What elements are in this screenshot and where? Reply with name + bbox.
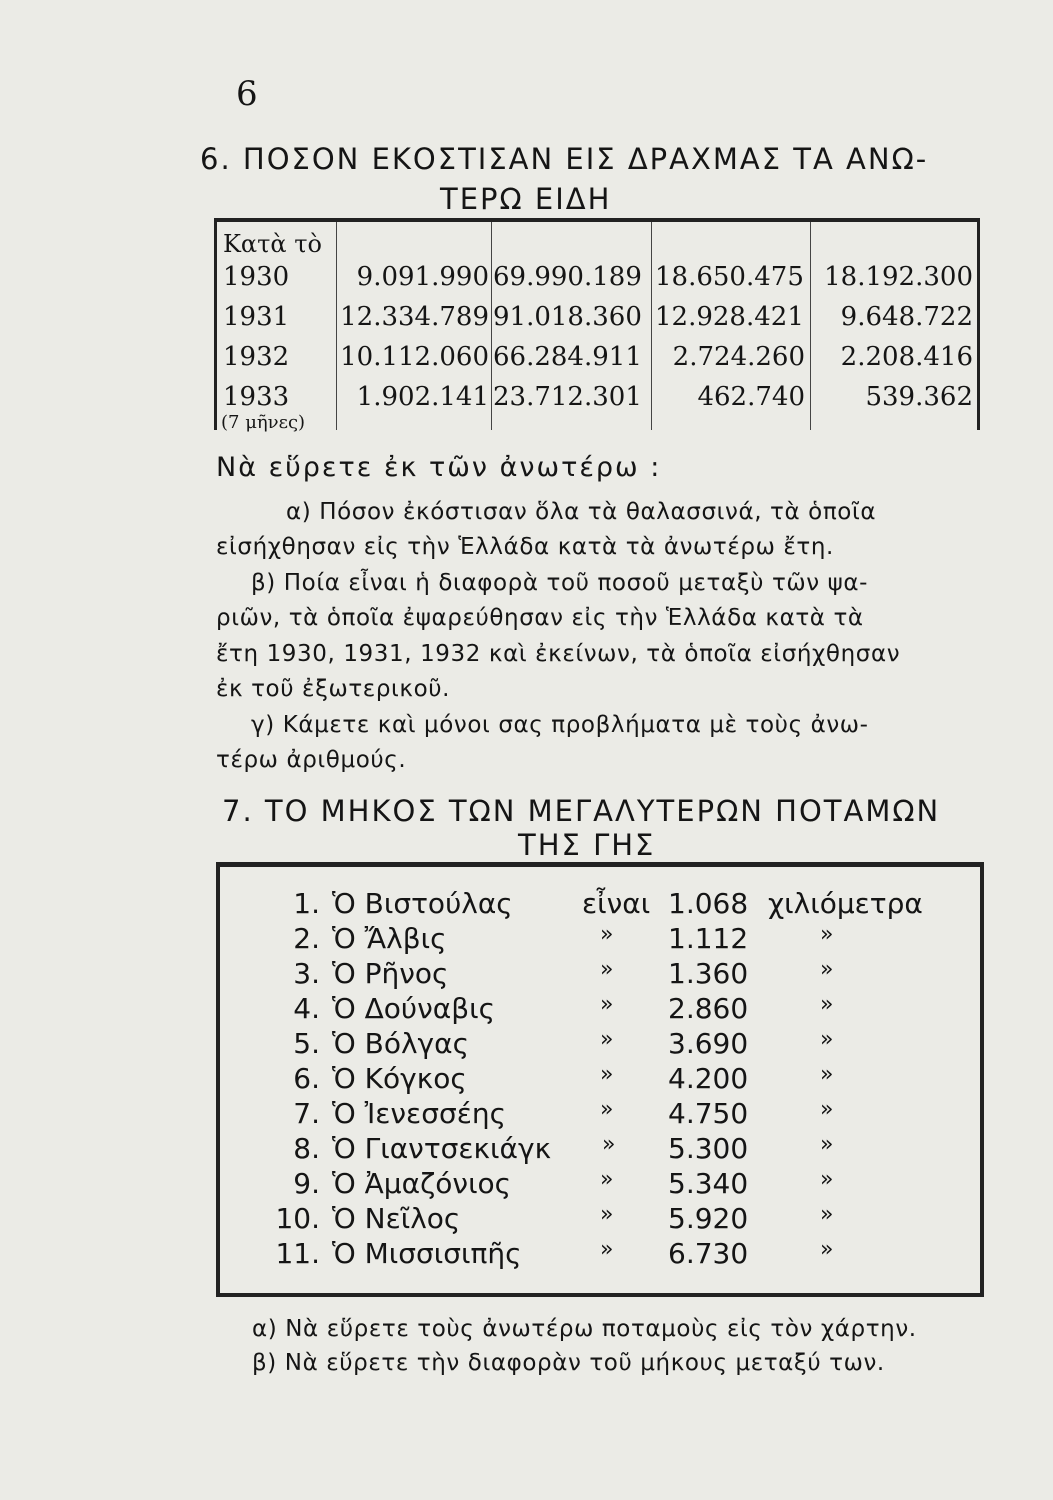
value-cell: 1.902.141 — [356, 382, 489, 412]
year-cell: 1931 — [223, 302, 290, 332]
page-number: 6 — [236, 74, 258, 114]
ditto-mark: » — [600, 922, 614, 947]
ditto-mark: » — [600, 1167, 614, 1192]
year-cell: 1930 — [223, 262, 290, 292]
river-index: 7. — [293, 1097, 320, 1130]
river-name: Ὁ Μισσισιπῆς — [332, 1237, 522, 1270]
river-length: 5.300 — [668, 1132, 749, 1165]
year-cell: 1932 — [223, 342, 290, 372]
river-row — [220, 1237, 970, 1272]
river-length: 4.750 — [668, 1097, 749, 1130]
value-cell: 9.091.990 — [356, 262, 489, 292]
value-cell: 66.284.911 — [493, 342, 642, 372]
value-cell: 539.362 — [865, 382, 973, 412]
value-cell: 12.334.789 — [340, 302, 489, 332]
river-index: 1. — [293, 887, 320, 920]
value-cell: 91.018.360 — [493, 302, 642, 332]
column-divider — [810, 222, 811, 430]
exercise-line: ἔτη 1930, 1931, 1932 καὶ ἐκείνων, τὰ ὁποῖα εἰσήχθησαν — [216, 641, 901, 667]
task-line: α) Νὰ εὕρετε τοὺς ἀνωτέρω ποταμοὺς εἰς τὸν χάρτην. — [252, 1316, 917, 1342]
river-name: Ὁ Βιστούλας — [332, 887, 513, 920]
river-name: Ὁ Ἄλβις — [332, 922, 447, 955]
year-cell: 1933 — [223, 382, 290, 412]
value-cell: 10.112.060 — [340, 342, 489, 372]
river-row — [220, 1097, 970, 1132]
river-index: 3. — [293, 957, 320, 990]
value-cell: 2.724.260 — [672, 342, 805, 372]
exercise-line: α) Πόσον ἐκόστισαν ὅλα τὰ θαλασσινά, τὰ ὁποῖα — [286, 499, 877, 525]
ditto-mark: » — [600, 992, 614, 1017]
river-name: Ὁ Ἰενεσσέης — [332, 1097, 507, 1130]
ditto-mark: » — [820, 1202, 834, 1227]
exercise-line: γ) Κάμετε καὶ μόνοι σας προβλήματα μὲ τοὺς ἀνω- — [251, 712, 869, 738]
exercise-line: ἐκ τοῦ ἐξωτερικοῦ. — [216, 676, 451, 702]
ditto-mark: » — [820, 1097, 834, 1122]
value-cell: 23.712.301 — [493, 382, 642, 412]
river-length: 4.200 — [668, 1062, 749, 1095]
import-cost-table — [214, 218, 980, 433]
river-length: 1.360 — [668, 957, 749, 990]
river-index: 9. — [293, 1167, 320, 1200]
section7-title: 7. ΤΟ ΜΗΚΟΣ ΤΩΝ ΜΕΓΑΛΥΤΕΡΩΝ ΠΟΤΑΜΩΝ — [222, 794, 941, 828]
exercise-line: β) Ποία εἶναι ἡ διαφορὰ τοῦ ποσοῦ μεταξὺ τῶν ψα- — [251, 570, 869, 596]
river-row — [220, 922, 970, 957]
river-length: 1.068 — [668, 887, 749, 920]
river-name: Ὁ Κόγκος — [332, 1062, 467, 1095]
value-cell: 12.928.421 — [655, 302, 804, 332]
river-index: 11. — [275, 1237, 320, 1270]
river-unit: χιλιόμετρα — [768, 887, 923, 920]
value-cell: 18.650.475 — [655, 262, 804, 292]
river-name: Ὁ Δούναβις — [332, 992, 496, 1025]
exercise-line: τέρω ἀριθμούς. — [216, 747, 407, 773]
value-cell: 2.208.416 — [840, 342, 973, 372]
ditto-mark: » — [600, 1202, 614, 1227]
river-name: Ὁ Βόλγας — [332, 1027, 470, 1060]
ditto-mark: » — [820, 957, 834, 982]
river-length: 6.730 — [668, 1237, 749, 1270]
river-verb: εἶναι — [582, 887, 651, 920]
rivers-table — [216, 862, 984, 1297]
river-row — [220, 957, 970, 992]
section6-title-continued: ΤΕΡΩ ΕΙΔΗ — [440, 182, 612, 216]
ditto-mark: » — [820, 1237, 834, 1262]
river-name: Ὁ Γιαντσεκιάγκ — [332, 1132, 552, 1165]
ditto-mark: » — [602, 1132, 616, 1157]
ditto-mark: » — [600, 1027, 614, 1052]
column-divider — [336, 222, 337, 430]
table-header-label: Κατὰ τὸ — [223, 230, 322, 258]
river-row — [220, 1132, 970, 1167]
river-row — [220, 887, 970, 922]
ditto-mark: » — [600, 957, 614, 982]
exercise-line: ριῶν, τὰ ὁποῖα ἐψαρεύθησαν εἰς τὴν Ἑλλάδα κατὰ τὰ — [216, 605, 864, 631]
river-length: 1.112 — [668, 922, 749, 955]
section6-title: 6. ΠΟΣΟΝ ΕΚΟΣΤΙΣΑΝ ΕΙΣ ΔΡΑΧΜΑΣ ΤΑ ΑΝΩ- — [200, 142, 929, 176]
ditto-mark: » — [600, 1237, 614, 1262]
river-name: Ὁ Νεῖλος — [332, 1202, 461, 1235]
ditto-mark: » — [820, 1027, 834, 1052]
ditto-mark: » — [600, 1097, 614, 1122]
river-index: 10. — [275, 1202, 320, 1235]
river-row — [220, 1202, 970, 1237]
river-index: 6. — [293, 1062, 320, 1095]
column-divider — [651, 222, 652, 430]
ditto-mark: » — [820, 1132, 834, 1157]
river-row — [220, 1062, 970, 1097]
river-length: 3.690 — [668, 1027, 749, 1060]
value-cell: 69.990.189 — [493, 262, 642, 292]
river-length: 5.920 — [668, 1202, 749, 1235]
value-cell: 18.192.300 — [824, 262, 973, 292]
river-name: Ὁ Ἀμαζόνιος — [332, 1167, 512, 1200]
section7-title-continued: ΤΗΣ ΓΗΣ — [518, 828, 656, 862]
ditto-mark: » — [600, 1062, 614, 1087]
river-name: Ὁ Ρῆνος — [332, 957, 449, 990]
value-cell: 462.740 — [697, 382, 805, 412]
exercise-line: εἰσήχθησαν εἰς τὴν Ἑλλάδα κατὰ τὰ ἀνωτέρω ἔτη. — [216, 534, 834, 560]
river-length: 5.340 — [668, 1167, 749, 1200]
ditto-mark: » — [820, 1167, 834, 1192]
ditto-mark: » — [820, 922, 834, 947]
river-index: 4. — [293, 992, 320, 1025]
ditto-mark: » — [820, 992, 834, 1017]
river-index: 8. — [293, 1132, 320, 1165]
river-row — [220, 992, 970, 1027]
river-length: 2.860 — [668, 992, 749, 1025]
river-index: 5. — [293, 1027, 320, 1060]
exercise-heading: Νὰ εὕρετε ἐκ τῶν ἀνωτέρω : — [216, 452, 662, 483]
task-line: β) Νὰ εὕρετε τὴν διαφορὰν τοῦ μήκους μεταξύ των. — [252, 1350, 885, 1376]
river-row — [220, 1167, 970, 1202]
table-footnote: (7 μῆνες) — [221, 412, 306, 433]
value-cell: 9.648.722 — [840, 302, 973, 332]
river-index: 2. — [293, 922, 320, 955]
ditto-mark: » — [820, 1062, 834, 1087]
river-row — [220, 1027, 970, 1062]
column-divider — [491, 222, 492, 430]
